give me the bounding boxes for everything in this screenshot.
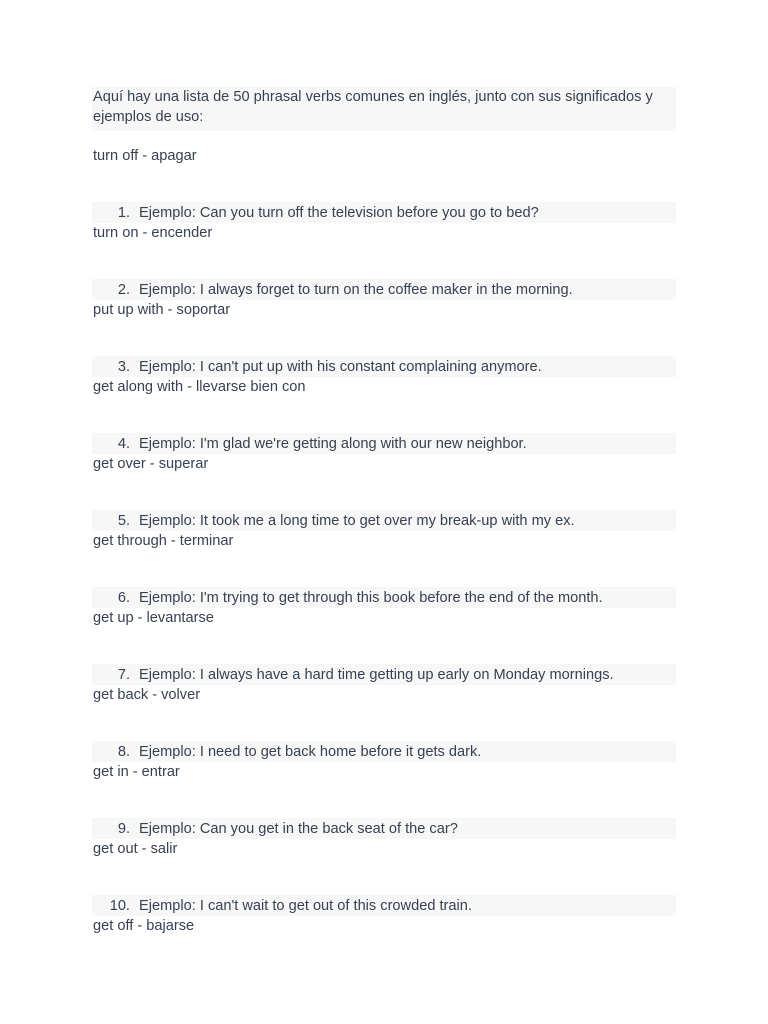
- item-number: 3.: [117, 358, 130, 375]
- verb-line: get in - entrar: [93, 764, 180, 780]
- verb-line: get back - volver: [93, 687, 201, 703]
- list-item: [92, 587, 676, 628]
- example-text: Ejemplo: I can't put up with his constant complaining anymore.: [139, 358, 542, 375]
- verb-line: get out - salir: [93, 841, 178, 857]
- list-item: [92, 818, 676, 859]
- example-line: [92, 741, 676, 762]
- item-number: 2.: [117, 281, 130, 298]
- example-line: [92, 433, 676, 454]
- example-text: Ejemplo: I need to get back home before it gets dark.: [139, 743, 482, 760]
- item-number: 4.: [117, 435, 130, 452]
- item-number: 7.: [117, 666, 130, 683]
- list-item: [92, 741, 676, 782]
- verb-line: get up - levantarse: [93, 610, 214, 626]
- verb-line: turn off - apagar: [92, 146, 205, 166]
- example-line: [92, 356, 676, 377]
- list-item: [92, 356, 676, 397]
- item-number: 1.: [117, 204, 130, 221]
- example-line: [92, 587, 676, 608]
- item-number: 5.: [117, 512, 130, 529]
- example-text: Ejemplo: Can you turn off the television before you go to bed?: [139, 204, 539, 221]
- document-page: [92, 87, 676, 936]
- example-line: [92, 279, 676, 300]
- item-number: 9.: [117, 820, 130, 837]
- example-line: [92, 895, 676, 916]
- item-number: 6.: [117, 589, 130, 606]
- example-text: Ejemplo: It took me a long time to get over my break-up with my ex.: [139, 512, 575, 529]
- intro-paragraph: Aquí hay una lista de 50 phrasal verbs comunes en inglés, junto con sus significados y ejemplos de uso:: [92, 87, 676, 131]
- example-text: Ejemplo: I'm trying to get through this book before the end of the month.: [139, 589, 603, 606]
- example-line: [92, 818, 676, 839]
- list-item: [92, 510, 676, 551]
- example-text: Ejemplo: I always forget to turn on the coffee maker in the morning.: [139, 281, 573, 298]
- list-item: [92, 895, 676, 936]
- example-text: Ejemplo: I always have a hard time getting up early on Monday mornings.: [139, 666, 614, 683]
- example-line: [92, 664, 676, 685]
- list-item: [92, 202, 676, 243]
- example-text: Ejemplo: I'm glad we're getting along with our new neighbor.: [139, 435, 527, 452]
- example-line: [92, 202, 676, 223]
- example-line: [92, 510, 676, 531]
- example-text: Ejemplo: I can't wait to get out of this crowded train.: [139, 897, 472, 914]
- example-text: Ejemplo: Can you get in the back seat of the car?: [139, 820, 458, 837]
- list-item: [92, 664, 676, 705]
- verb-line: get over - superar: [93, 456, 209, 472]
- item-number: 10.: [109, 897, 130, 914]
- verb-line: put up with - soportar: [93, 302, 231, 318]
- verb-line: get along with - llevarse bien con: [93, 379, 306, 395]
- verb-line: get through - terminar: [93, 533, 234, 549]
- verb-line: turn on - encender: [93, 225, 213, 241]
- list-item: [92, 433, 676, 474]
- item-number: 8.: [117, 743, 130, 760]
- list-item: [92, 279, 676, 320]
- verb-line: get off - bajarse: [93, 918, 195, 934]
